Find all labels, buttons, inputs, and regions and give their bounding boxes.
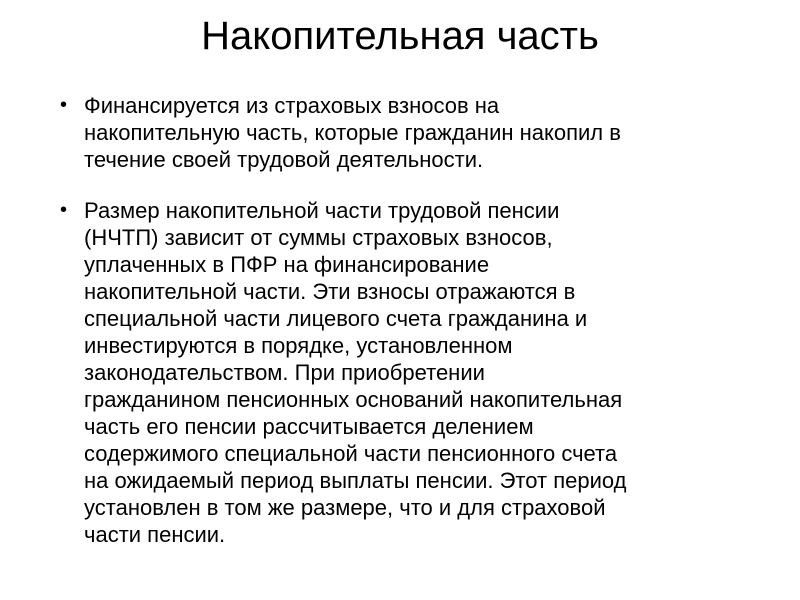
- bullet-text-line: законодательством. При приобретении: [84, 360, 485, 385]
- bullet-text-line: на ожидаемый период выплаты пенсии. Этот период: [84, 468, 627, 493]
- slide-title: Накопительная часть: [201, 14, 599, 58]
- bullet-text-line: (НЧТП) зависит от суммы страховых взносов,: [84, 225, 553, 250]
- bullet-text-line: уплаченных в ПФР на финансирование: [84, 252, 490, 277]
- bullet-text-line: инвестируются в порядке, установленном: [84, 333, 513, 358]
- bullet-item-pension-size: [60, 197, 760, 548]
- bullet-text-line: накопительную часть, которые гражданин накопил в: [84, 120, 621, 145]
- bullet-text-line: установлен в том же размере, что и для страховой: [84, 495, 606, 520]
- bullet-marker-icon: •: [60, 94, 68, 116]
- bullet-text-line: специальной части лицевого счета гражданина и: [84, 306, 588, 331]
- bullet-text-line: часть его пенсии рассчитывается делением: [84, 414, 534, 439]
- bullet-text-line: части пенсии.: [84, 522, 226, 547]
- bullet-item-financing: [60, 92, 760, 173]
- bullet-marker-icon: •: [60, 199, 68, 221]
- bullet-text-line: содержимого специальной части пенсионного счета: [84, 441, 618, 466]
- bullet-text-line: Финансируется из страховых взносов на: [84, 93, 500, 118]
- bullet-text-line: течение своей трудовой деятельности.: [84, 147, 484, 172]
- bullet-text-line: Размер накопительной части трудовой пенсии: [84, 198, 560, 223]
- bullet-list: [60, 92, 760, 572]
- bullet-text-line: гражданином пенсионных оснований накопительная: [84, 387, 623, 412]
- bullet-text-line: накопительной части. Эти взносы отражаются в: [84, 279, 576, 304]
